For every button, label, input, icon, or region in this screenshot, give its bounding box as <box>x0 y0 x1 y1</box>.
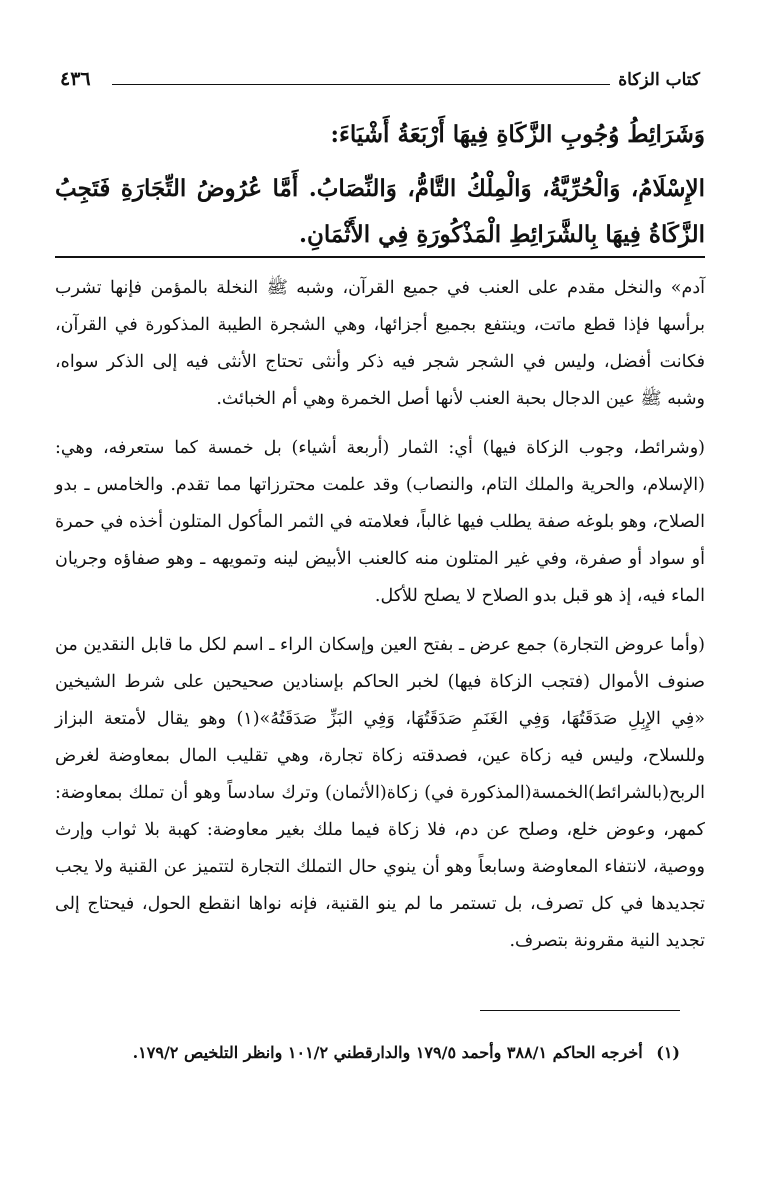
footnote <box>55 1038 680 1068</box>
footnote-number: (١) <box>656 1043 680 1062</box>
header-rule <box>112 84 610 85</box>
commentary-paragraph: (وأما عروض التجارة) جمع عرض ـ بفتح العين وإسكان الراء ـ اسم لكل ما قابل النقدين من صنوف الأموال (فتجب الزكاة فيها) لخبر الحاكم بإسنادين صحيحين على شرط الشيخين «فِي الإِبِلِ صَدَقَتُهَا، وَفِي الغَنَمِ صَدَقَتُهَا، وَفِي البَزِّ صَدَقَتُهُ»(١) وهو يقال لأمتعة البزاز وللسلاح، وليس فيه زكاة عين، فصدقته زكاة تجارة، وهي تقليب المال بمعاوضة لغرض الربح(بالشرائط)الخمسة(المذكورة في) زكاة(الأثمان) وترك سادساً وهو أن تملك بمعاوضة: كمهر، وعوض خلع، وصلح عن دم، فلا زكاة فيما ملك بغير معاوضة: كهبة بلا ثواب وإرث ووصية، لانتفاء المعاوضة وسابعاً وهو أن ينوي حال التملك التجارة لتتميز عن القنية ولا يجب تجديدها في كل تصرف، بل تستمر ما لم ينو القنية، فإنه نواها انقطع الحول، فيحتاج إلى تجديد النية مقرونة بتصرف. <box>55 635 705 951</box>
main-text-paragraph: وَشَرَائِطُ وُجُوبِ الزَّكَاةِ فِيهَا أَرْبَعَةُ أَشْيَاءَ: <box>330 121 705 148</box>
footnote-divider <box>480 1010 680 1011</box>
page-header <box>60 60 700 100</box>
commentary-paragraph: آدم» والنخل مقدم على العنب في جميع القرآن، وشبه ﷺ النخلة بالمؤمن فإنها تشرب برأسها فإذا قطع ماتت، وينتفع بجميع أجزائها، وهي الشجرة الطيبة المذكورة في القرآن، فكانت أفضل، وليس في الشجر شجر فيه ذكر وأنثى تحتاج الأنثى فيه إلى الذكر سواه، وشبه ﷺ عين الدجال بحبة العنب لأنها أصل الخمرة وهي أم الخبائث. <box>55 278 705 409</box>
main-text <box>55 112 705 266</box>
commentary-paragraph: (وشرائط، وجوب الزكاة فيها) أي: الثمار (أربعة أشياء) بل خمسة كما ستعرفه، وهي: (الإسلام، والحرية والملك التام، والنصاب) وقد علمت محترزاتها مما تقدم. والخامس ـ بدو الصلاح، وهو بلوغه صفة يطلب فيها غالباً، فعلامته في الثمر المأكول المتلون أخذه في حمرة أو سواد أو صفرة، وفي غير المتلون منه كالعنب الأبيض لينه وتمويهه ـ وهو صفاؤه وجريان الماء فيه، إذ هو قبل بدو الصلاح لا يصلح للأكل. <box>55 438 705 606</box>
commentary <box>55 270 705 972</box>
main-text-divider <box>55 256 705 258</box>
footnotes <box>55 1038 680 1068</box>
running-title: كتاب الزكاة <box>618 70 700 90</box>
footnote-text: أخرجه الحاكم ٣٨٨/١ وأحمد ١٧٩/٥ والدارقطني ١٠١/٢ وانظر التلخيص ١٧٩/٢. <box>132 1043 643 1062</box>
page-number: ٤٣٦ <box>60 68 91 90</box>
main-text-paragraph: الإِسْلَامُ، وَالْحُرِّيَّةُ، وَالْمِلْكُ التَّامُّ، وَالنِّصَابُ. أَمَّا عُرُوضُ التِّجَارَةِ فَتَجِبُ الزَّكَاةُ فِيهَا بِالشَّرَائِطِ الْمَذْكُورَةِ فِي الأَثْمَانِ. <box>55 175 705 248</box>
